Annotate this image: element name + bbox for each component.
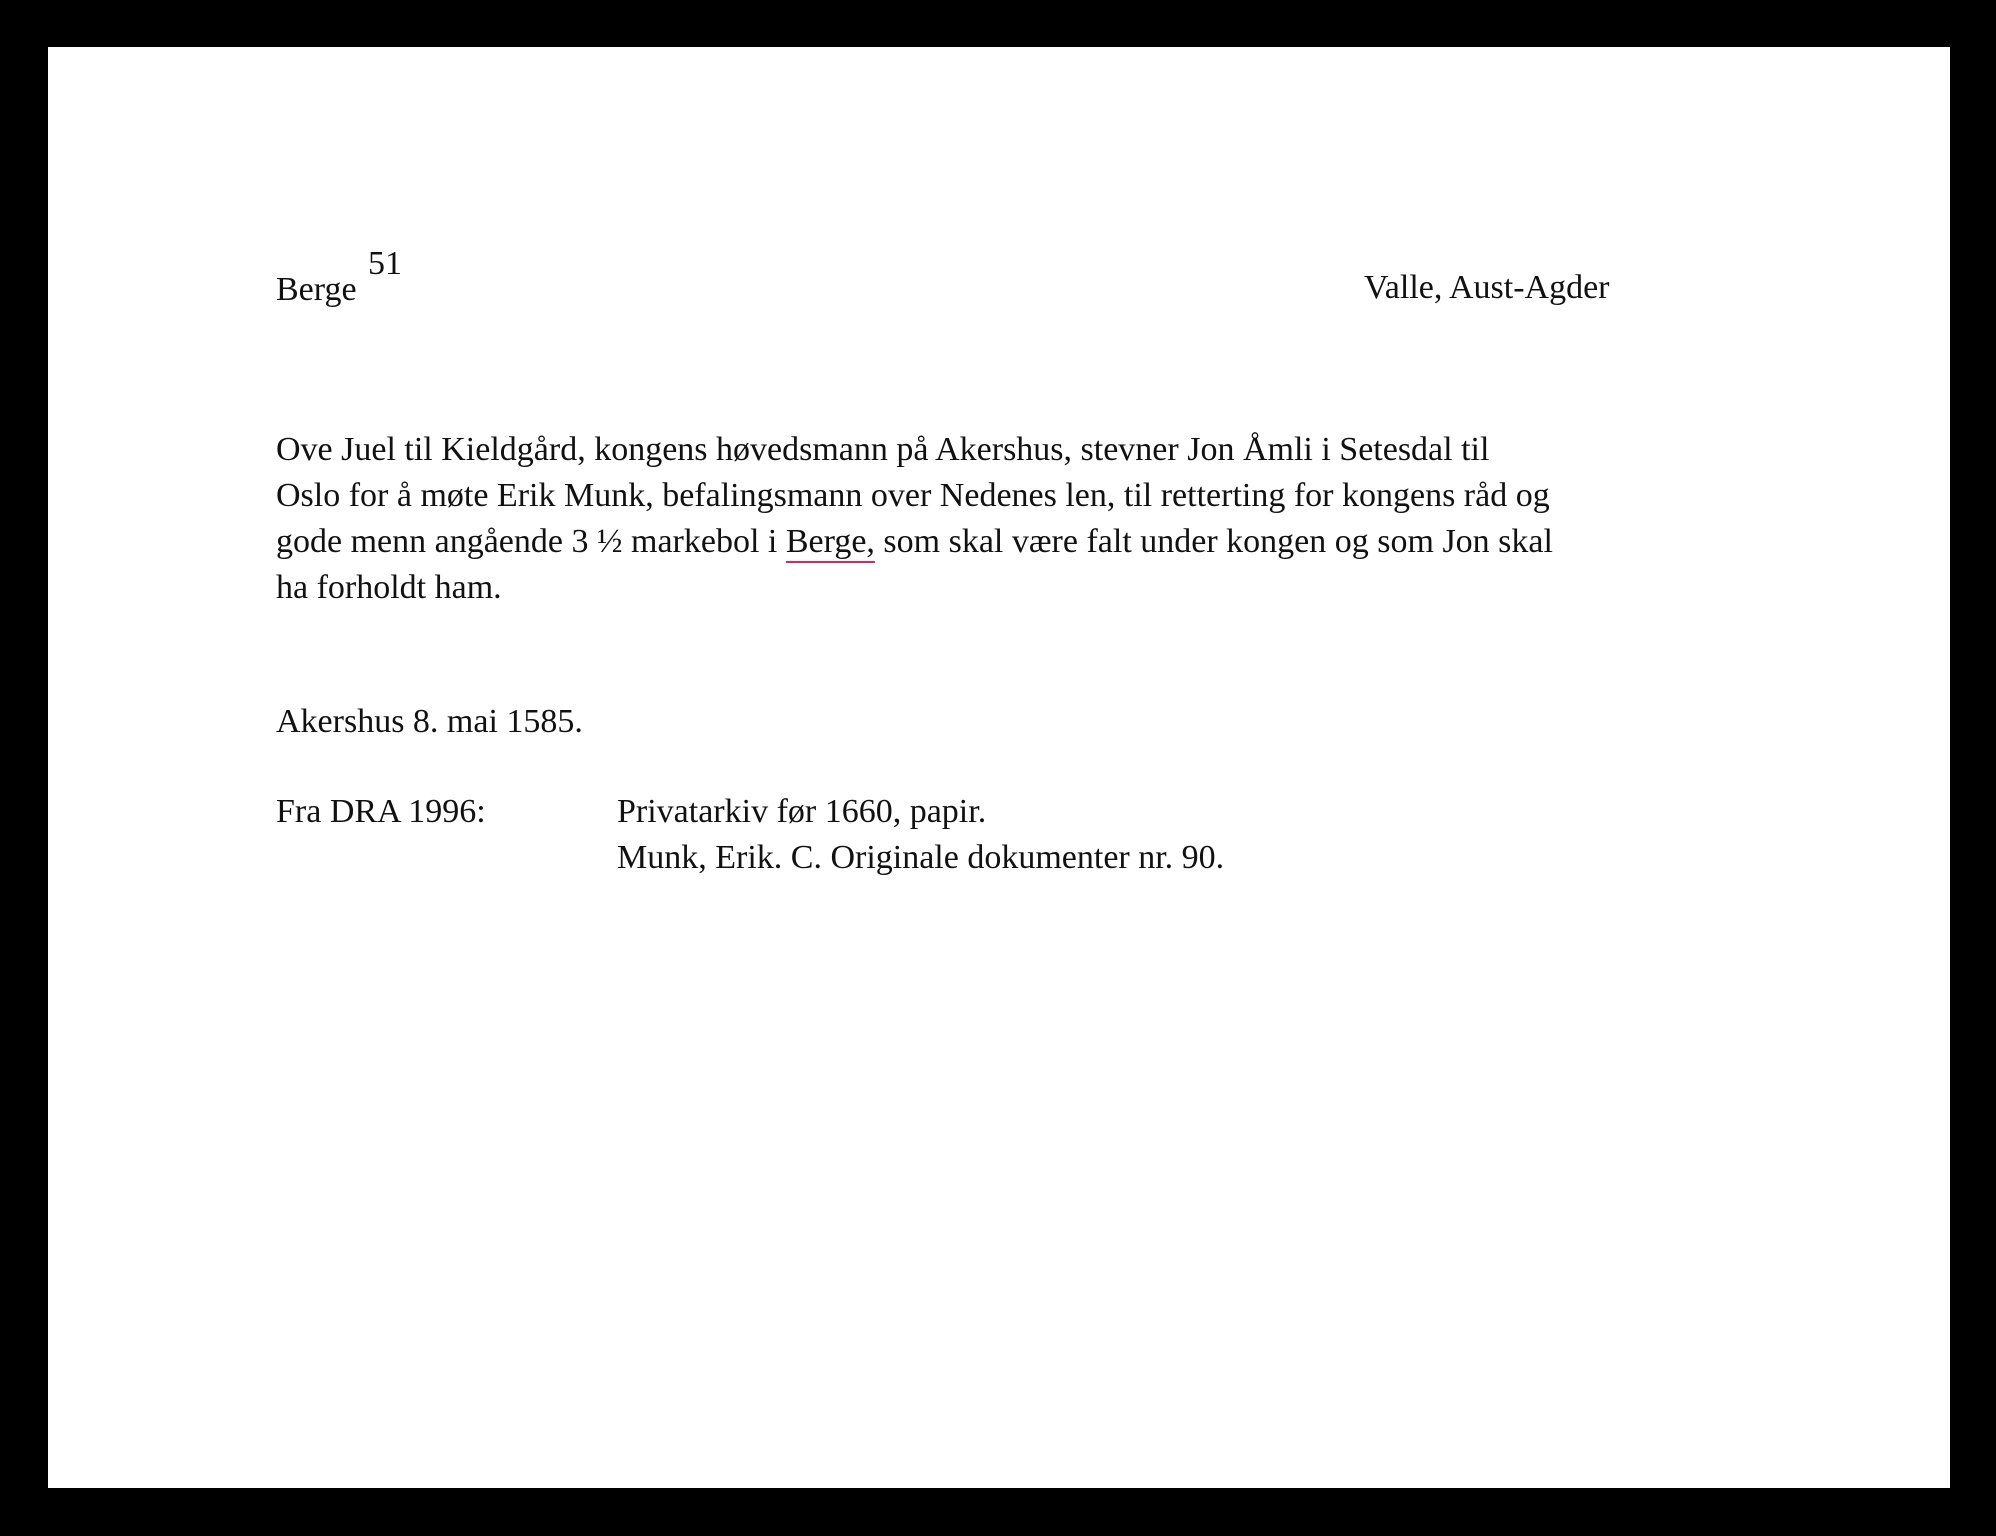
body-line-3-end: som skal være falt under kongen og som Jon skal (874, 523, 1553, 560)
date-line: Akershus 8. mai 1585. (276, 703, 583, 740)
place-name: Berge (276, 271, 357, 308)
body-line-3-start: gode menn angående 3 ½ markebol i (276, 523, 786, 560)
underlined-place-name: Berge, (785, 523, 875, 560)
source-references (617, 789, 1224, 881)
body-line-1: Ove Juel til Kieldgård, kongens høvedsmann på Akershus, stevner Jon Åmli i Setesdal til (276, 431, 1490, 468)
source-label: Fra DRA 1996: (276, 793, 486, 830)
source-reference: Privatarkiv før 1660, papir. (617, 793, 987, 830)
document-body (276, 427, 1766, 611)
document-card (48, 47, 1950, 1488)
footnote-number: 51 (368, 245, 402, 282)
source-reference: Munk, Erik. C. Originale dokumenter nr. 90. (617, 839, 1225, 876)
body-line-3 (276, 519, 1766, 565)
body-line-2: Oslo for å møte Erik Munk, befalingsmann over Nedenes len, til retterting for kongens råd og (276, 477, 1550, 514)
body-line-4: ha forholdt ham. (276, 569, 502, 606)
location-heading: Valle, Aust-Agder (1364, 269, 1610, 306)
place-name-heading (276, 245, 402, 313)
